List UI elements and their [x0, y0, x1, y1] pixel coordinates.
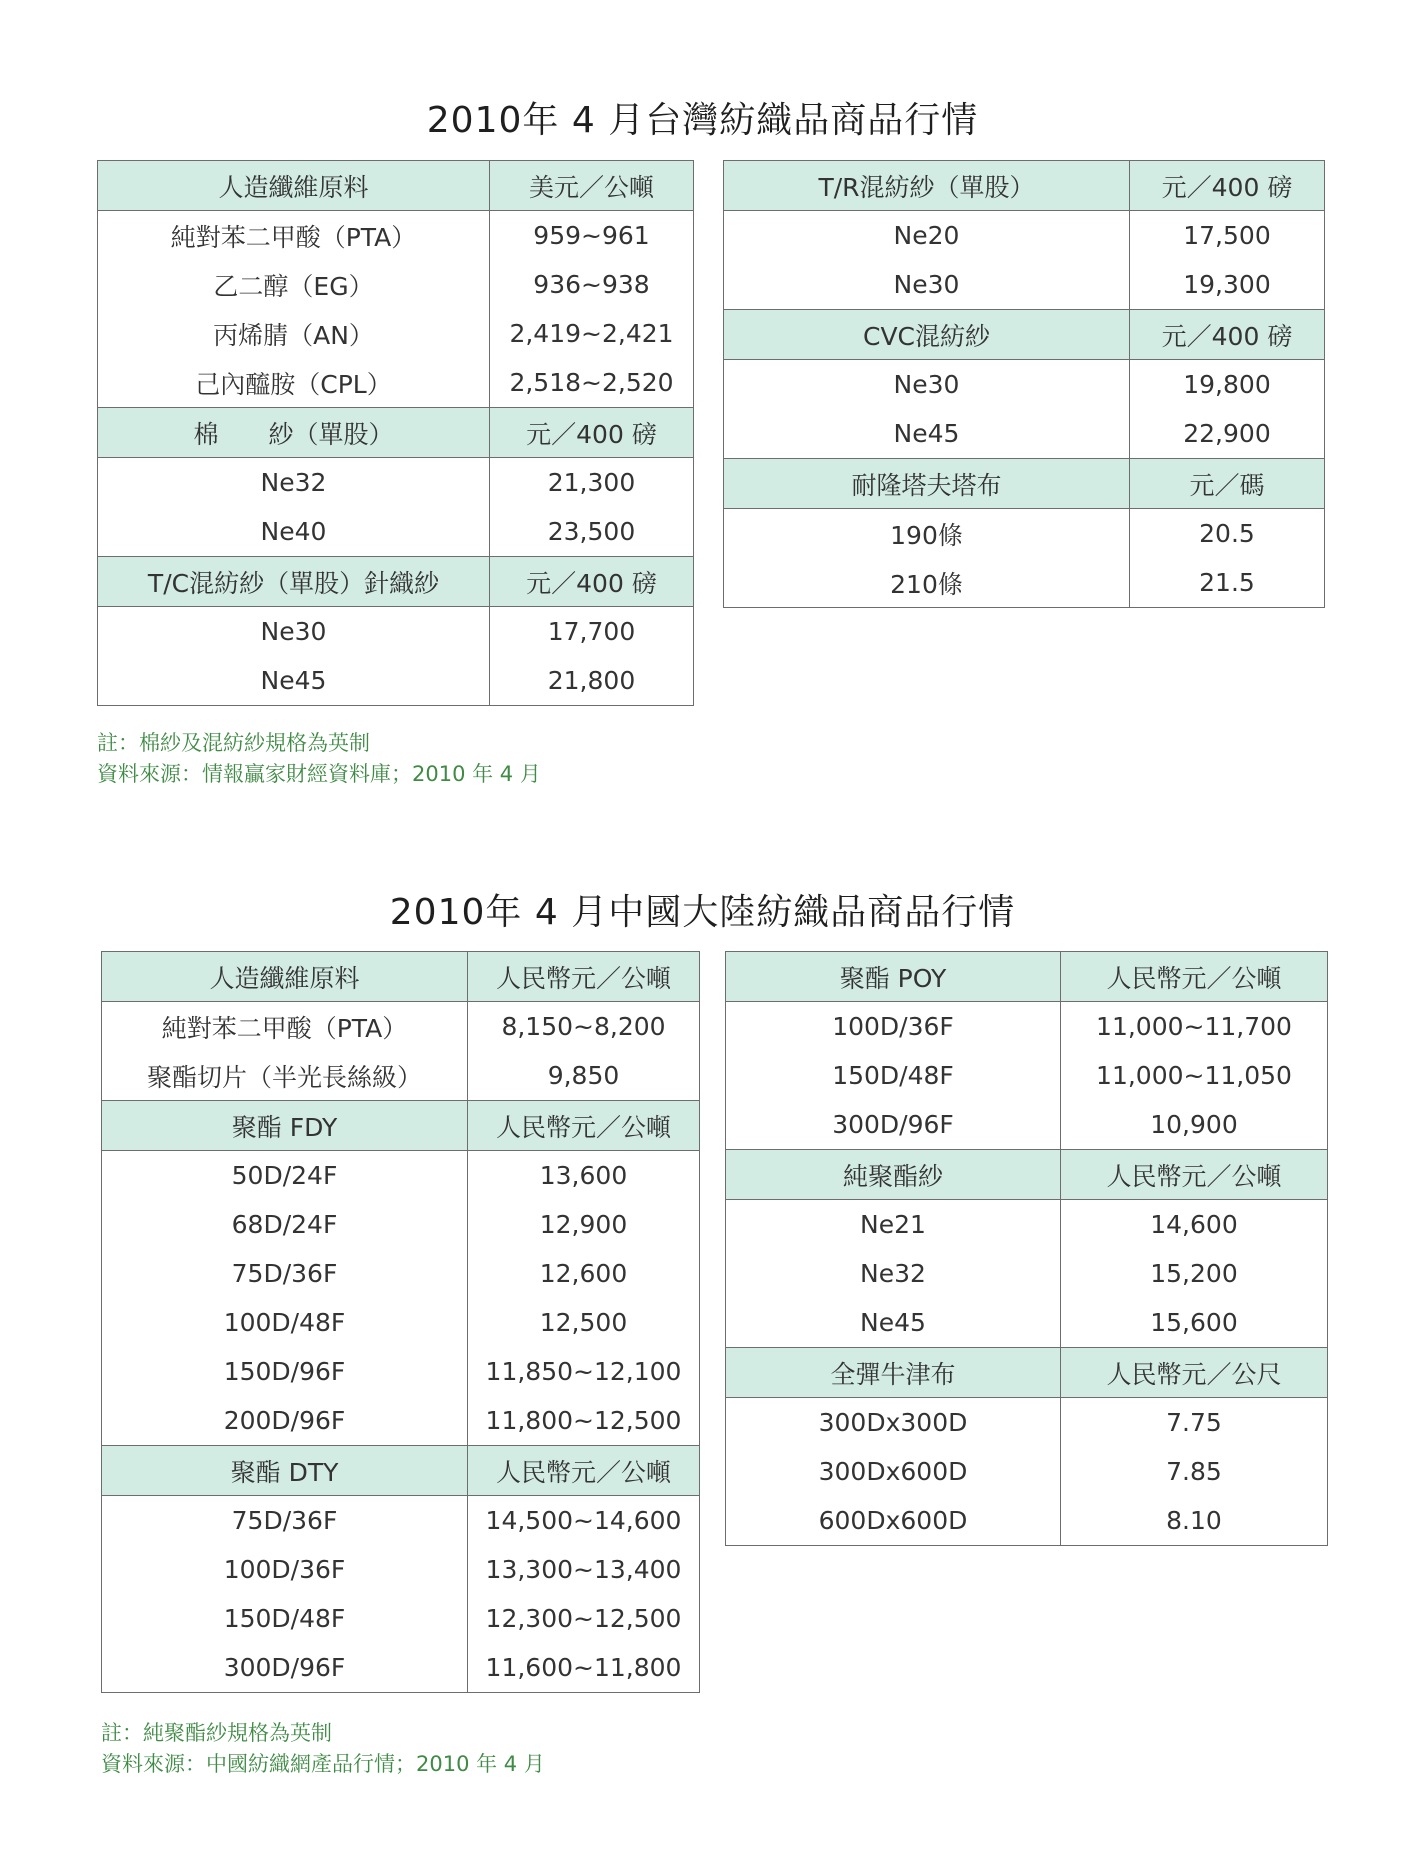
item-name-cell: 純對苯二甲酸（PTA）	[170, 222, 417, 252]
price-cell: 22,900	[1130, 409, 1325, 459]
table-header-row	[98, 161, 694, 211]
price-cell: 959~961	[490, 211, 694, 261]
item-name-cell: 丙烯腈（AN）	[213, 320, 374, 350]
price-cell: 7.75	[1061, 1398, 1328, 1448]
table-row	[102, 1496, 700, 1546]
table-row	[102, 1151, 700, 1201]
price-cell: 15,200	[1061, 1249, 1328, 1298]
table-row	[724, 211, 1325, 261]
price-cell: 8,150~8,200	[468, 1002, 700, 1052]
china-spec-note: 註：純聚酯紗規格為英制	[101, 1721, 332, 1745]
item-name-cell: 50D/24F	[231, 1161, 338, 1190]
item-name-cell: 210條	[890, 569, 963, 599]
price-cell: 19,800	[1130, 360, 1325, 410]
table-row	[98, 458, 694, 508]
price-table	[725, 951, 1328, 1546]
table-row	[726, 1051, 1328, 1100]
item-name-cell: Ne45	[860, 1308, 926, 1337]
table-row	[724, 409, 1325, 459]
category-header: 耐隆塔夫塔布	[724, 459, 1130, 509]
category-header: 聚酯 DTY	[102, 1446, 468, 1496]
item-name-cell: 68D/24F	[231, 1210, 338, 1239]
item-name-cell: 150D/96F	[223, 1357, 346, 1386]
table-row	[102, 1002, 700, 1052]
table-header-row	[98, 557, 694, 607]
taiwan-price-table-left	[97, 160, 694, 706]
item-name-cell: Ne30	[260, 617, 327, 646]
item-name-cell: 150D/48F	[832, 1061, 954, 1090]
category-header: 人造纖維原料	[102, 952, 468, 1002]
price-cell: 12,500	[468, 1298, 700, 1347]
table-row	[726, 1100, 1328, 1150]
china-price-table-left	[101, 951, 700, 1693]
category-header: 純聚酯紗	[726, 1150, 1061, 1200]
item-name-cell: 己內醯胺（CPL）	[195, 369, 392, 399]
price-cell: 12,900	[468, 1200, 700, 1249]
china-price-table-right	[725, 951, 1328, 1546]
price-cell: 8.10	[1061, 1496, 1328, 1546]
table-row	[98, 507, 694, 557]
table-row	[102, 1051, 700, 1101]
item-name-cell: Ne30	[893, 270, 960, 299]
category-header: T/R混紡紗（單股）	[724, 161, 1130, 211]
price-cell: 14,500~14,600	[468, 1496, 700, 1546]
category-header: 聚酯 FDY	[102, 1101, 468, 1151]
table-row	[726, 1496, 1328, 1546]
china-notes	[101, 1718, 545, 1780]
table-header-row	[726, 1150, 1328, 1200]
table-header-row	[102, 1101, 700, 1151]
taiwan-source-note: 資料來源：情報贏家財經資料庫；2010 年 4 月	[97, 762, 541, 786]
price-cell: 11,600~11,800	[468, 1643, 700, 1693]
price-cell: 12,600	[468, 1249, 700, 1298]
price-cell: 17,700	[490, 607, 694, 657]
unit-header: 人民幣元／公噸	[468, 952, 700, 1002]
price-cell: 21,800	[490, 656, 694, 706]
item-name-cell: Ne32	[860, 1259, 926, 1288]
item-name-cell: 75D/36F	[231, 1259, 338, 1288]
table-row	[102, 1594, 700, 1643]
table-row	[98, 358, 694, 408]
item-name-cell: Ne20	[893, 221, 960, 250]
price-cell: 10,900	[1061, 1100, 1328, 1150]
item-name-cell: Ne30	[893, 370, 960, 399]
item-name-cell: 300Dx600D	[818, 1457, 968, 1486]
unit-header: 人民幣元／公噸	[1061, 1150, 1328, 1200]
table-header-row	[98, 408, 694, 458]
item-name-cell: 聚酯切片（半光長絲級）	[146, 1062, 422, 1092]
table-header-row	[102, 952, 700, 1002]
item-name-cell: 190條	[890, 520, 963, 550]
table-row	[102, 1643, 700, 1693]
category-header: CVC混紡紗	[724, 310, 1130, 360]
price-table	[101, 951, 700, 1693]
unit-header: 人民幣元／公噸	[1061, 952, 1328, 1002]
item-name-cell: 75D/36F	[231, 1506, 338, 1535]
table-row	[724, 558, 1325, 608]
unit-header: 元／碼	[1130, 459, 1325, 509]
price-cell: 21,300	[490, 458, 694, 508]
price-cell: 20.5	[1130, 509, 1325, 559]
table-row	[98, 656, 694, 706]
taiwan-section-title: 2010年 4 月台灣紡織品商品行情	[426, 100, 979, 141]
item-name-cell: 純對苯二甲酸（PTA）	[161, 1013, 408, 1043]
table-header-row	[724, 459, 1325, 509]
unit-header: 美元／公噸	[490, 161, 694, 211]
item-name-cell: 300D/96F	[223, 1653, 346, 1682]
price-cell: 19,300	[1130, 260, 1325, 310]
unit-header: 人民幣元／公尺	[1061, 1348, 1328, 1398]
price-cell: 12,300~12,500	[468, 1594, 700, 1643]
category-header: 棉 紗（單股）	[98, 408, 490, 458]
table-row	[102, 1298, 700, 1347]
price-cell: 13,300~13,400	[468, 1545, 700, 1594]
unit-header: 人民幣元／公噸	[468, 1101, 700, 1151]
item-name-cell: Ne45	[260, 666, 327, 695]
price-cell: 2,419~2,421	[490, 309, 694, 358]
table-row	[102, 1396, 700, 1446]
price-cell: 9,850	[468, 1051, 700, 1101]
price-cell: 21.5	[1130, 558, 1325, 608]
taiwan-price-table-right	[723, 160, 1325, 608]
table-row	[724, 260, 1325, 310]
taiwan-notes	[97, 728, 541, 790]
price-cell: 23,500	[490, 507, 694, 557]
table-row	[726, 1249, 1328, 1298]
table-header-row	[726, 1348, 1328, 1398]
item-name-cell: 150D/48F	[223, 1604, 346, 1633]
table-header-row	[724, 161, 1325, 211]
price-cell: 14,600	[1061, 1200, 1328, 1250]
table-row	[98, 607, 694, 657]
unit-header: 人民幣元／公噸	[468, 1446, 700, 1496]
table-row	[726, 1298, 1328, 1348]
china-source-note: 資料來源：中國紡織網產品行情；2010 年 4 月	[101, 1752, 545, 1776]
item-name-cell: Ne21	[860, 1210, 926, 1239]
item-name-cell: 100D/36F	[832, 1012, 954, 1041]
price-cell: 2,518~2,520	[490, 358, 694, 408]
price-cell: 11,850~12,100	[468, 1347, 700, 1396]
item-name-cell: 300Dx300D	[818, 1408, 968, 1437]
item-name-cell: 200D/96F	[223, 1406, 346, 1435]
price-cell: 936~938	[490, 260, 694, 309]
item-name-cell: 100D/48F	[223, 1308, 346, 1337]
item-name-cell: Ne32	[260, 468, 327, 497]
unit-header: 元／400 磅	[490, 408, 694, 458]
item-name-cell: 300D/96F	[832, 1110, 954, 1139]
item-name-cell: 600Dx600D	[818, 1506, 968, 1535]
table-row	[726, 1447, 1328, 1496]
price-cell: 11,000~11,050	[1061, 1051, 1328, 1100]
price-cell: 13,600	[468, 1151, 700, 1201]
table-row	[102, 1545, 700, 1594]
unit-header: 元／400 磅	[490, 557, 694, 607]
unit-header: 元／400 磅	[1130, 161, 1325, 211]
table-row	[98, 211, 694, 261]
category-header: 聚酯 POY	[726, 952, 1061, 1002]
price-table	[723, 160, 1325, 608]
table-row	[724, 509, 1325, 559]
table-row	[726, 1200, 1328, 1250]
table-row	[726, 1398, 1328, 1448]
table-header-row	[726, 952, 1328, 1002]
price-cell: 7.85	[1061, 1447, 1328, 1496]
table-row	[98, 309, 694, 358]
table-header-row	[102, 1446, 700, 1496]
price-cell: 11,800~12,500	[468, 1396, 700, 1446]
table-row	[98, 260, 694, 309]
taiwan-spec-note: 註：棉紗及混紡紗規格為英制	[97, 731, 370, 755]
item-name-cell: 100D/36F	[223, 1555, 346, 1584]
table-row	[724, 360, 1325, 410]
table-header-row	[724, 310, 1325, 360]
table-row	[102, 1200, 700, 1249]
table-row	[102, 1249, 700, 1298]
china-section-title: 2010年 4 月中國大陸紡織品商品行情	[389, 892, 1016, 933]
price-cell: 15,600	[1061, 1298, 1328, 1348]
category-header: T/C混紡紗（單股）針織紗	[98, 557, 490, 607]
table-row	[726, 1002, 1328, 1052]
price-cell: 11,000~11,700	[1061, 1002, 1328, 1052]
table-row	[102, 1347, 700, 1396]
price-cell: 17,500	[1130, 211, 1325, 261]
category-header: 全彈牛津布	[726, 1348, 1061, 1398]
unit-header: 元／400 磅	[1130, 310, 1325, 360]
item-name-cell: Ne40	[260, 517, 327, 546]
price-table	[97, 160, 694, 706]
item-name-cell: Ne45	[893, 419, 960, 448]
item-name-cell: 乙二醇（EG）	[213, 271, 374, 301]
category-header: 人造纖維原料	[98, 161, 490, 211]
